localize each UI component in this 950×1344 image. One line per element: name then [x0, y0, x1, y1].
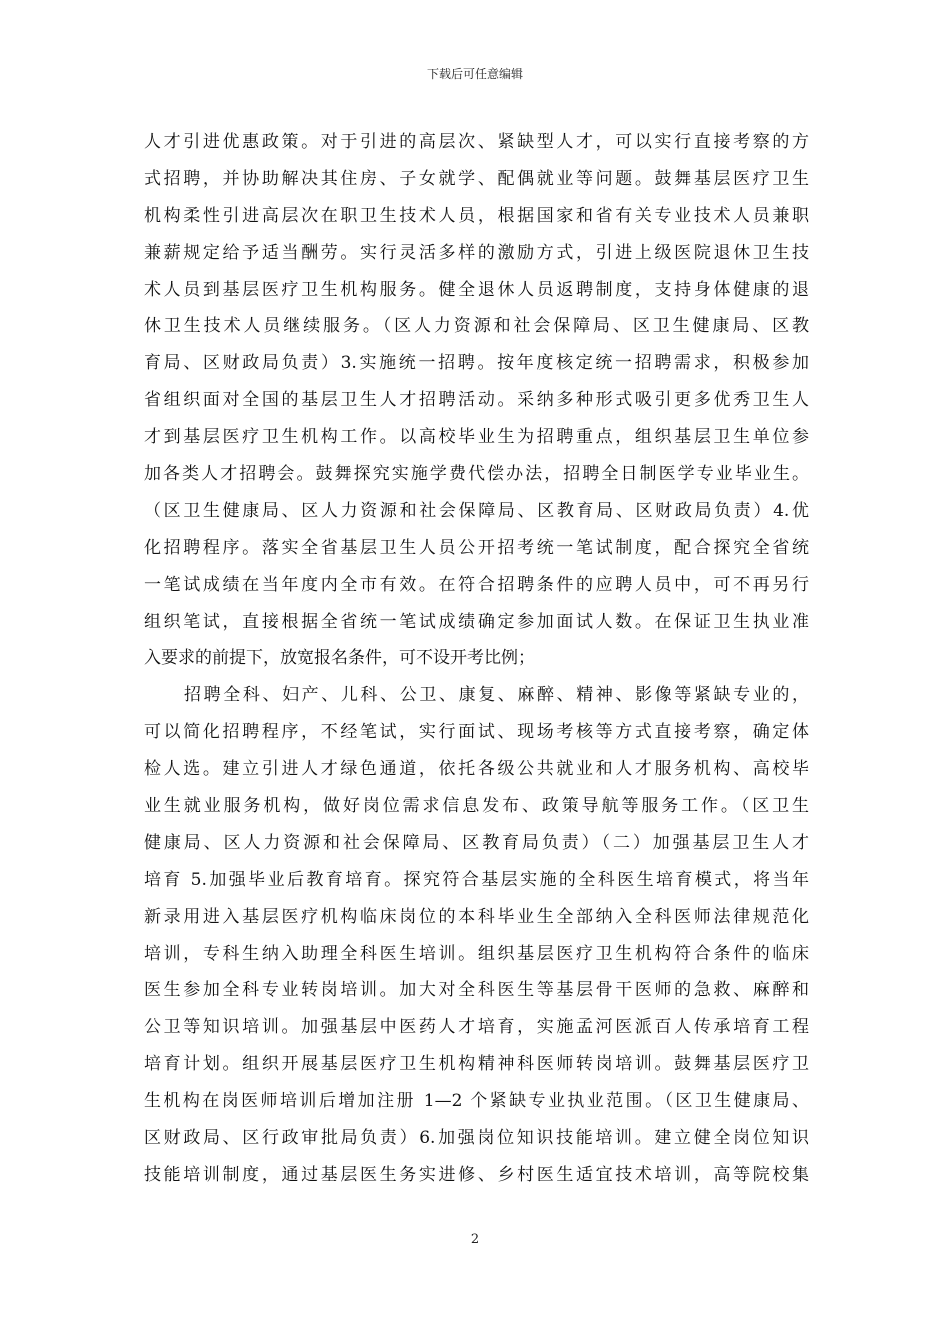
text-line: 省组织面对全国的基层卫生人才招聘活动。采纳多种形式吸引更多优秀卫生人: [144, 390, 809, 411]
text-line: 招聘全科、妇产、儿科、公卫、康复、麻醉、精神、影像等紧缺专业的，: [184, 685, 809, 706]
text-line: 人才引进优惠政策。对于引进的高层次、紧缺型人才，可以实行直接考察的方: [144, 132, 809, 152]
text-line: 式招聘，并协助解决其住房、子女就学、配偶就业等问题。鼓舞基层医疗卫生: [144, 168, 809, 189]
text-line: 兼薪规定给予适当酬劳。实行灵活多样的激励方式，引进上级医院退休卫生技: [144, 242, 809, 263]
text-line: 培育 5.加强毕业后教育培育。探究符合基层实施的全科医生培育模式，将当年: [144, 869, 809, 890]
text-line: 区财政局、区行政审批局负责）6.加强岗位知识技能培训。建立健全岗位知识: [144, 1128, 809, 1149]
text-line: 加各类人才招聘会。鼓舞探究实施学费代偿办法，招聘全日制医学专业毕业生。: [144, 464, 809, 485]
page-header: 下载后可任意编辑: [426, 67, 523, 81]
text-line: 业生就业服务机构，做好岗位需求信息发布、政策导航等服务工作。（区卫生: [144, 796, 809, 817]
text-line: 技能培训制度，通过基层医生务实进修、乡村医生适宜技术培训，高等院校集: [144, 1164, 809, 1185]
text-line: 生机构在岗医师培训后增加注册 1—2 个紧缺专业执业范围。（区卫生健康局、: [144, 1091, 809, 1112]
text-line: 新录用进入基层医疗机构临床岗位的本科毕业生全部纳入全科医师法律规范化: [144, 906, 809, 927]
text-line: （区卫生健康局、区人力资源和社会保障局、区教育局、区财政局负责）4.优: [144, 500, 809, 521]
text-line: 检人选。建立引进人才绿色通道，依托各级公共就业和人才服务机构、高校毕: [144, 759, 809, 780]
text-line: 健康局、区人力资源和社会保障局、区教育局负责）（二）加强基层卫生人才: [144, 832, 809, 853]
text-line: 育局、区财政局负责）3.实施统一招聘。按年度核定统一招聘需求，积极参加: [144, 353, 809, 374]
text-line: 休卫生技术人员继续服务。（区人力资源和社会保障局、区卫生健康局、区教: [144, 316, 809, 337]
text-line: 机构柔性引进高层次在职卫生技术人员，根据国家和省有关专业技术人员兼职: [144, 205, 809, 226]
text-line: 一笔试成绩在当年度内全市有效。在符合招聘条件的应聘人员中，可不再另行: [144, 574, 809, 595]
text-line: 化招聘程序。落实全省基层卫生人员公开招考统一笔试制度，配合探究全省统: [144, 537, 809, 558]
text-line: 培训，专科生纳入助理全科医生培训。组织基层医疗卫生机构符合条件的临床: [144, 943, 809, 964]
page-number: 2: [470, 1232, 480, 1247]
text-line: 术人员到基层医疗卫生机构服务。健全退休人员返聘制度，支持身体健康的退: [144, 279, 809, 300]
text-line: 可以简化招聘程序，不经笔试，实行面试、现场考核等方式直接考察，确定体: [144, 722, 809, 743]
paragraph-1: [144, 124, 809, 677]
text-line: 培育计划。组织开展基层医疗卫生机构精神科医师转岗培训。鼓舞基层医疗卫: [144, 1054, 809, 1075]
text-line: 入要求的前提下，放宽报名条件，可不设开考比例；: [144, 648, 535, 669]
text-line: 公卫等知识培训。加强基层中医药人才培育，实施孟河医派百人传承培育工程: [144, 1017, 809, 1038]
text-line: 才到基层医疗卫生机构工作。以高校毕业生为招聘重点，组织基层卫生单位参: [144, 427, 809, 448]
document-body: [144, 124, 809, 1194]
paragraph-2: [144, 677, 809, 1193]
text-line: 组织笔试，直接根据全省统一笔试成绩确定参加面试人数。在保证卫生执业准: [144, 611, 809, 632]
text-line: 医生参加全科专业转岗培训。加大对全科医生等基层骨干医师的急救、麻醉和: [144, 980, 809, 1001]
